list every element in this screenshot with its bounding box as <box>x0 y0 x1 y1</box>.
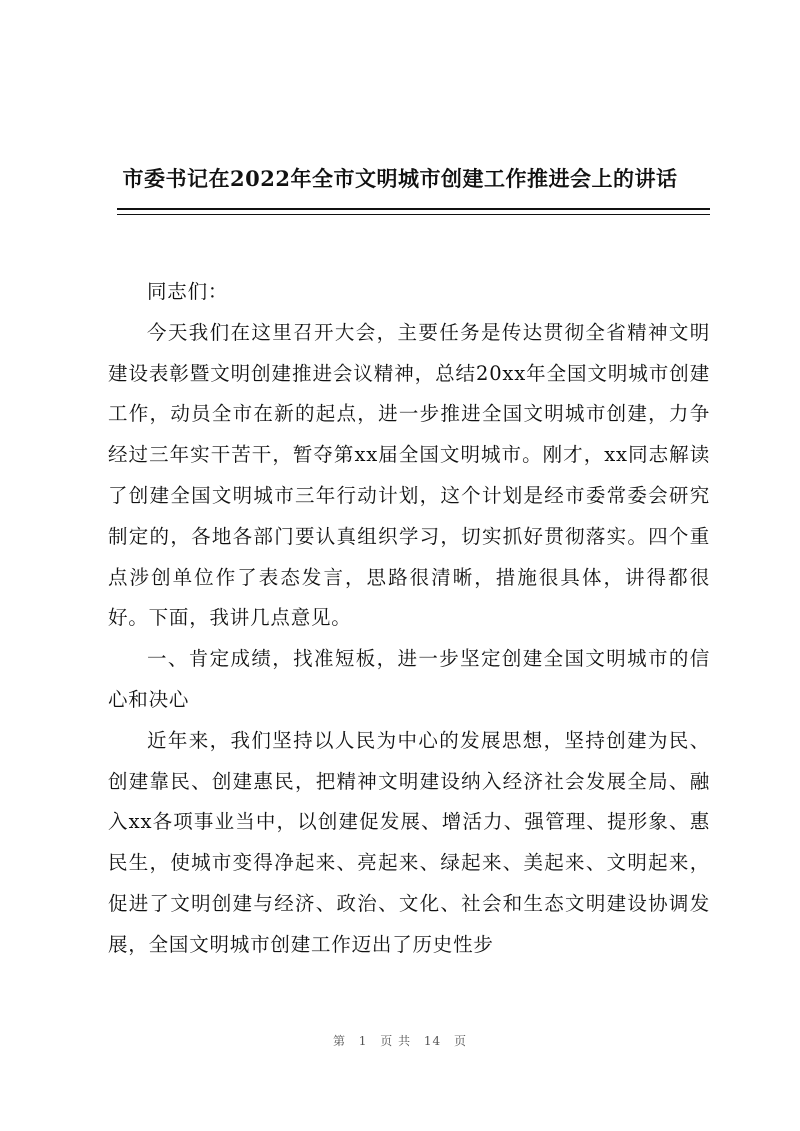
footer-middle: 页 共 <box>380 1034 412 1048</box>
footer-total-pages: 14 <box>423 1034 442 1048</box>
salutation-paragraph: 同志们： <box>147 280 229 303</box>
document-body <box>108 272 710 966</box>
section-heading-paragraph: 一、肯定成绩，找准短板，进一步坚定创建全国文明城市的信心和决心 <box>108 647 710 711</box>
document-title: 市委书记在2022年全市文明城市创建工作推进会上的讲话 <box>122 166 678 191</box>
body-paragraph: 近年来，我们坚持以人民为中心的发展思想，坚持创建为民、创建靠民、创建惠民，把精神文明建设纳入经济社会发展全局、融入xx各项事业当中，以创建促发展、增活力、强管理、提形象、惠民生，使城市变得净起来、亮起来、绿起来、美起来、文明起来，促进了文明创建与经济、政治、文化、社会和生态文明建设协调发展，全国文明城市创建工作迈出了历史性步 <box>108 728 710 956</box>
body-paragraph: 今天我们在这里召开大会，主要任务是传达贯彻全省精神文明建设表彰暨文明创建推进会议精神，总结20xx年全国文明城市创建工作，动员全市在新的起点，进一步推进全国文明城市创建，力争经过三年实干苦干，暂夺第xx届全国文明城市。刚才，xx同志解读了创建全国文明城市三年行动计划，这个计划是经市委常委会研究制定的，各地各部门要认真组织学习，切实抓好贯彻落实。四个重点涉创单位作了表态发言，思路很清晰，措施很具体，讲得都很好。下面，我讲几点意见。 <box>108 320 710 630</box>
footer-current-page: 1 <box>358 1034 368 1048</box>
page-footer <box>0 1032 800 1049</box>
footer-suffix: 页 <box>454 1034 468 1048</box>
title-rule-thick <box>117 208 710 210</box>
title-rule-thin <box>117 214 710 215</box>
footer-prefix: 第 <box>332 1034 346 1048</box>
